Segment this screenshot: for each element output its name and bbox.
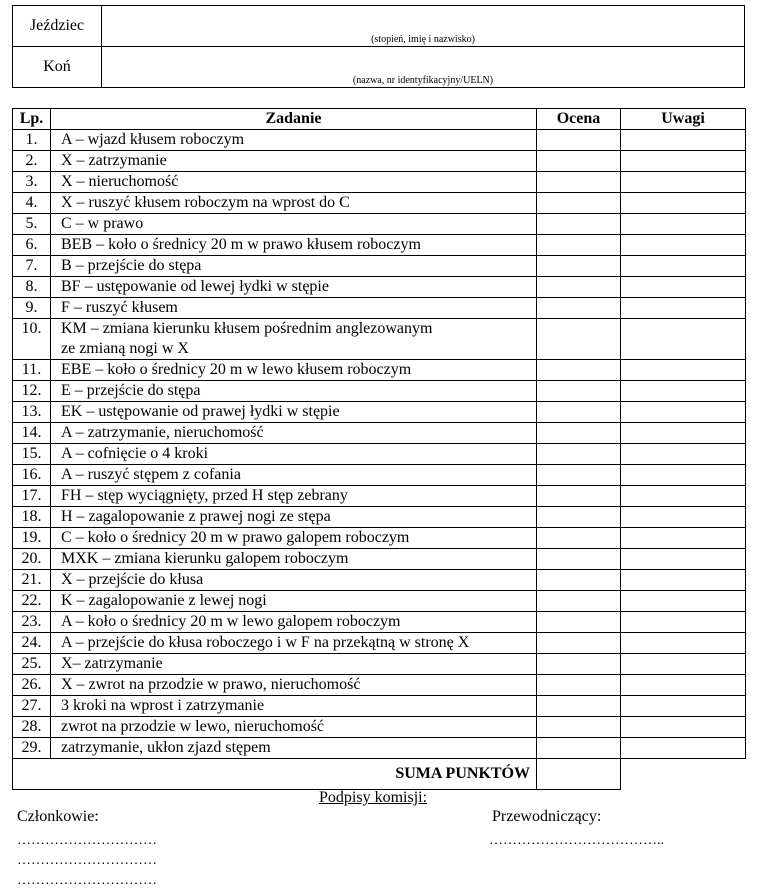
- row-notes-cell[interactable]: [621, 277, 746, 298]
- row-number: 22.: [13, 591, 51, 612]
- row-task: F – ruszyć kłusem: [51, 298, 537, 319]
- row-task: FH – stęp wyciągnięty, przed H stęp zebrany: [51, 486, 537, 507]
- row-notes-cell[interactable]: [621, 256, 746, 277]
- chair-signature-line[interactable]: ………………………………..: [489, 833, 664, 848]
- row-score-cell[interactable]: [537, 549, 621, 570]
- row-number: 29.: [13, 738, 51, 759]
- row-number: 14.: [13, 423, 51, 444]
- row-task: C – koło o średnicy 20 m w prawo galopem roboczym: [51, 528, 537, 549]
- row-number: 17.: [13, 486, 51, 507]
- row-notes-cell[interactable]: [621, 675, 746, 696]
- row-score-cell[interactable]: [537, 654, 621, 675]
- row-task: EK – ustępowanie od prawej łydki w stępie: [51, 402, 537, 423]
- row-number: 18.: [13, 507, 51, 528]
- rider-label: Jeździec: [13, 6, 102, 47]
- row-task: H – zagalopowanie z prawej nogi ze stępa: [51, 507, 537, 528]
- row-task: A – ruszyć stępem z cofania: [51, 465, 537, 486]
- table-row: [13, 717, 746, 738]
- row-task: E – przejście do stępa: [51, 381, 537, 402]
- signatures-title: Podpisy komisji:: [319, 789, 428, 806]
- row-notes-cell[interactable]: [621, 193, 746, 214]
- row-score-cell[interactable]: [537, 612, 621, 633]
- table-row: [13, 235, 746, 256]
- table-row: [13, 381, 746, 402]
- row-number: 9.: [13, 298, 51, 319]
- row-score-cell[interactable]: [537, 738, 621, 759]
- row-task: X – przejście do kłusa: [51, 570, 537, 591]
- member-signature-line-2[interactable]: …………………………: [17, 853, 157, 868]
- row-notes-cell[interactable]: [621, 738, 746, 759]
- row-task-line-1: KM – zmiana kierunku kłusem pośrednim anglezowanym: [61, 320, 433, 337]
- row-score-cell[interactable]: [537, 172, 621, 193]
- row-notes-cell[interactable]: [621, 486, 746, 507]
- row-task: BEB – koło o średnicy 20 m w prawo kłusem roboczym: [51, 235, 537, 256]
- table-row: [13, 591, 746, 612]
- rider-field[interactable]: [102, 6, 745, 47]
- row-notes-cell[interactable]: [621, 444, 746, 465]
- row-score-cell[interactable]: [537, 570, 621, 591]
- row-score-cell[interactable]: [537, 360, 621, 381]
- row-task: A – wjazd kłusem roboczym: [51, 130, 537, 151]
- row-notes-cell[interactable]: [621, 465, 746, 486]
- sum-label: SUMA PUNKTÓW: [13, 759, 537, 790]
- chair-label: Przewodniczący:: [492, 808, 602, 825]
- col-header-notes: Uwagi: [621, 109, 746, 130]
- table-row: [13, 277, 746, 298]
- table-row: [13, 256, 746, 277]
- table-row: [13, 360, 746, 381]
- row-score-cell[interactable]: [537, 528, 621, 549]
- row-number: 25.: [13, 654, 51, 675]
- row-score-cell[interactable]: [537, 696, 621, 717]
- row-score-cell[interactable]: [537, 381, 621, 402]
- row-number: 27.: [13, 696, 51, 717]
- row-task: A – koło o średnicy 20 m w lewo galopem roboczym: [51, 612, 537, 633]
- rider-hint: (stopień, imię i nazwisko): [371, 34, 475, 45]
- row-number: 28.: [13, 717, 51, 738]
- row-notes-cell[interactable]: [621, 214, 746, 235]
- row-notes-cell[interactable]: [621, 235, 746, 256]
- row-number: 23.: [13, 612, 51, 633]
- table-row: [13, 402, 746, 423]
- row-number: 4.: [13, 193, 51, 214]
- row-number: 2.: [13, 151, 51, 172]
- row-number: 10.: [13, 319, 51, 360]
- row-notes-cell[interactable]: [621, 654, 746, 675]
- row-notes-cell[interactable]: [621, 549, 746, 570]
- row-notes-cell[interactable]: [621, 612, 746, 633]
- row-score-cell[interactable]: [537, 591, 621, 612]
- row-notes-cell[interactable]: [621, 130, 746, 151]
- row-task: A – cofnięcie o 4 kroki: [51, 444, 537, 465]
- row-score-cell[interactable]: [537, 151, 621, 172]
- row-number: 26.: [13, 675, 51, 696]
- blank-cell: [621, 759, 746, 790]
- row-notes-cell[interactable]: [621, 360, 746, 381]
- row-task: A – zatrzymanie, nieruchomość: [51, 423, 537, 444]
- row-task: X – nieruchomość: [51, 172, 537, 193]
- row-task: K – zagalopowanie z lewej nogi: [51, 591, 537, 612]
- table-row: [13, 172, 746, 193]
- table-row: [13, 151, 746, 172]
- row-score-cell[interactable]: [537, 675, 621, 696]
- row-notes-cell[interactable]: [621, 151, 746, 172]
- row-notes-cell[interactable]: [621, 633, 746, 654]
- table-row: [13, 654, 746, 675]
- table-row: [13, 507, 746, 528]
- row-score-cell[interactable]: [537, 486, 621, 507]
- member-signature-line-3[interactable]: …………………………: [17, 873, 157, 888]
- row-notes-cell[interactable]: [621, 423, 746, 444]
- row-task: B – przejście do stępa: [51, 256, 537, 277]
- table-row: [13, 696, 746, 717]
- row-number: 3.: [13, 172, 51, 193]
- table-row: [13, 214, 746, 235]
- table-row: [13, 193, 746, 214]
- row-task: X – ruszyć kłusem roboczym na wprost do C: [51, 193, 537, 214]
- row-number: 7.: [13, 256, 51, 277]
- row-notes-cell[interactable]: [621, 298, 746, 319]
- row-task: C – w prawo: [51, 214, 537, 235]
- row-score-cell[interactable]: [537, 444, 621, 465]
- row-task: 3 kroki na wprost i zatrzymanie: [51, 696, 537, 717]
- row-notes-cell[interactable]: [621, 696, 746, 717]
- table-row: [13, 319, 746, 360]
- row-score-cell[interactable]: [537, 277, 621, 298]
- row-score-cell[interactable]: [537, 193, 621, 214]
- row-number: 11.: [13, 360, 51, 381]
- row-score-cell[interactable]: [537, 319, 621, 360]
- row-notes-cell[interactable]: [621, 591, 746, 612]
- table-row: [13, 528, 746, 549]
- col-header-lp: Lp.: [13, 109, 51, 130]
- table-row: [13, 675, 746, 696]
- row-notes-cell[interactable]: [621, 402, 746, 423]
- row-task: A – przejście do kłusa roboczego i w F na przekątną w stronę X: [51, 633, 537, 654]
- table-row: [13, 423, 746, 444]
- row-task: X – zwrot na przodzie w prawo, nieruchomość: [51, 675, 537, 696]
- row-task: BF – ustępowanie od lewej łydki w stępie: [51, 277, 537, 298]
- row-task: zatrzymanie, ukłon zjazd stępem: [51, 738, 537, 759]
- row-number: 20.: [13, 549, 51, 570]
- row-task-line-2: ze zmianą nogi w X: [61, 340, 189, 357]
- table-row: [13, 465, 746, 486]
- row-task: EBE – koło o średnicy 20 m w lewo kłusem roboczym: [51, 360, 537, 381]
- row-notes-cell[interactable]: [621, 507, 746, 528]
- row-notes-cell[interactable]: [621, 717, 746, 738]
- table-row: [13, 444, 746, 465]
- row-task: [51, 319, 537, 360]
- row-score-cell[interactable]: [537, 130, 621, 151]
- members-label: Członkowie:: [17, 808, 99, 825]
- row-number: 1.: [13, 130, 51, 151]
- row-score-cell[interactable]: [537, 507, 621, 528]
- row-score-cell[interactable]: [537, 423, 621, 444]
- row-task: zwrot na przodzie w lewo, nieruchomość: [51, 717, 537, 738]
- test-table: [12, 108, 746, 790]
- col-header-task: Zadanie: [51, 109, 537, 130]
- row-score-cell[interactable]: [537, 633, 621, 654]
- table-row: [13, 298, 746, 319]
- row-number: 16.: [13, 465, 51, 486]
- row-score-cell[interactable]: [537, 402, 621, 423]
- table-row: [13, 612, 746, 633]
- table-row: [13, 738, 746, 759]
- row-score-cell[interactable]: [537, 214, 621, 235]
- row-notes-cell[interactable]: [621, 319, 746, 360]
- member-signature-line-1[interactable]: …………………………: [17, 833, 157, 848]
- row-notes-cell[interactable]: [621, 528, 746, 549]
- row-number: 8.: [13, 277, 51, 298]
- row-number: 13.: [13, 402, 51, 423]
- row-number: 15.: [13, 444, 51, 465]
- table-row: [13, 570, 746, 591]
- header-table: [12, 5, 745, 88]
- sum-score-cell[interactable]: [537, 759, 621, 790]
- row-number: 6.: [13, 235, 51, 256]
- row-score-cell[interactable]: [537, 465, 621, 486]
- table-row: [13, 486, 746, 507]
- horse-field[interactable]: [102, 47, 745, 88]
- row-task: X – zatrzymanie: [51, 151, 537, 172]
- row-number: 5.: [13, 214, 51, 235]
- horse-hint: (nazwa, nr identyfikacyjny/UELN): [352, 75, 494, 86]
- row-score-cell[interactable]: [537, 235, 621, 256]
- row-task: X– zatrzymanie: [51, 654, 537, 675]
- row-number: 19.: [13, 528, 51, 549]
- horse-label: Koń: [13, 47, 102, 88]
- row-number: 21.: [13, 570, 51, 591]
- row-notes-cell[interactable]: [621, 381, 746, 402]
- col-header-score: Ocena: [537, 109, 621, 130]
- row-score-cell[interactable]: [537, 298, 621, 319]
- row-notes-cell[interactable]: [621, 172, 746, 193]
- table-row: [13, 130, 746, 151]
- row-score-cell[interactable]: [537, 717, 621, 738]
- table-row: [13, 549, 746, 570]
- row-score-cell[interactable]: [537, 256, 621, 277]
- row-number: 12.: [13, 381, 51, 402]
- row-number: 24.: [13, 633, 51, 654]
- table-row: [13, 633, 746, 654]
- row-notes-cell[interactable]: [621, 570, 746, 591]
- row-task: MXK – zmiana kierunku galopem roboczym: [51, 549, 537, 570]
